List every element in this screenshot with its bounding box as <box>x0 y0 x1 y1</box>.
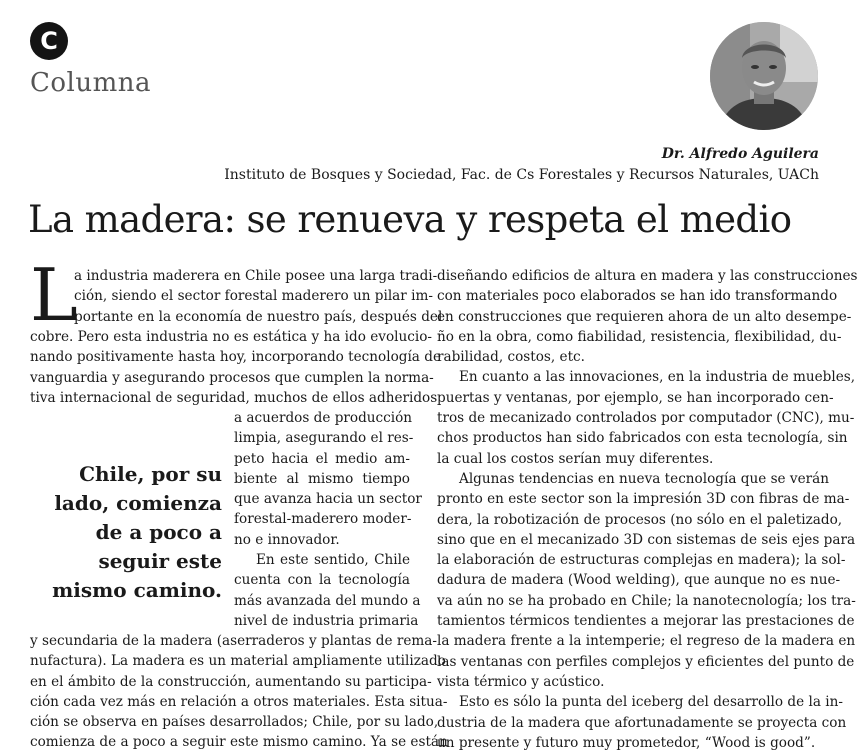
text-line: va aún no se ha probado en Chile; la nanotecnología; los tra- <box>437 592 856 609</box>
drop-cap: L <box>30 253 78 337</box>
text-line: la elaboración de estructuras complejas en madera); la sol- <box>437 552 846 569</box>
text-line: tiva internacional de seguridad, muchos de ellos adheridos <box>30 389 438 406</box>
text-line: cobre. Pero esta industria no es estática y ha ido evolucio- <box>30 329 432 345</box>
text-line: peto hacia el medio am- <box>234 450 410 467</box>
text-line: portante en la economía de nuestro país, después del <box>74 308 443 325</box>
column-1-wrap <box>234 408 422 631</box>
text-line: dadura de madera (Wood welding), que aunque no es nue- <box>437 572 841 589</box>
text-line: ción se observa en países desarrollados; Chile, por su lado, <box>30 714 439 731</box>
text-line: puertas y ventanas, por ejemplo, se han incorporado cen- <box>437 389 834 406</box>
text-line: la madera frente a la intemperie; el regreso de la madera en <box>437 633 856 650</box>
text-line: en construcciones que requieren ahora de un alto desempe- <box>437 308 852 325</box>
text-line: vanguardia y asegurando procesos que cumplen la norma- <box>30 369 434 386</box>
text-line: diseñando edificios de altura en madera y las construcciones <box>437 268 858 284</box>
text-line: vista térmico y acústico. <box>437 673 605 690</box>
text-line: a industria maderera en Chile posee una larga tradi- <box>74 268 438 284</box>
text-line: tros de mecanizado controlados por computador (CNC), mu- <box>437 410 855 427</box>
text-line: En cuanto a las innovaciones, en la industria de muebles, <box>459 369 856 386</box>
pull-quote: Chile, por su lado, comienza de a poco a seguir este mismo camino. <box>52 462 222 602</box>
text-line: chos productos han sido fabricados con esta tecnología, sin <box>437 430 848 447</box>
section-label: Columna <box>30 68 152 98</box>
text-line: pronto en este sector son la impresión 3D con fibras de ma- <box>437 491 850 508</box>
text-line: nufactura). La madera es un material ampliamente utilizado <box>30 653 446 670</box>
author-affiliation: Instituto de Bosques y Sociedad, Fac. de Cs Forestales y Recursos Naturales, UACh <box>224 167 819 183</box>
column-2-body <box>437 266 858 753</box>
author-photo <box>710 22 818 130</box>
text-line: más avanzada del mundo a <box>234 592 421 609</box>
text-line: y secundaria de la madera (aserraderos y plantas de rema- <box>30 633 437 649</box>
text-line: no e innovador. <box>234 531 340 548</box>
text-line: biente al mismo tiempo <box>234 470 410 487</box>
text-line: nivel de industria primaria <box>234 612 419 629</box>
text-line: rabilidad, costos, etc. <box>437 349 585 366</box>
text-line: forestal-maderero moder- <box>234 511 412 528</box>
column-1-intro-full <box>30 327 441 408</box>
author-name: Dr. Alfredo Aguilera <box>661 146 819 162</box>
text-line: con materiales poco elaborados se han ido transformando <box>437 288 838 305</box>
text-line: tamientos térmicos tendientes a mejorar las prestaciones de <box>437 613 855 630</box>
text-line: En este sentido, Chile <box>256 552 410 569</box>
text-line: en el ámbito de la construcción, aumentando su participa- <box>30 673 432 690</box>
text-line: ño en la obra, como fiabilidad, resistencia, flexibilidad, du- <box>437 328 842 345</box>
text-line: cuenta con la tecnología <box>234 572 410 589</box>
text-line: ción cada vez más en relación a otros materiales. Esta situa- <box>30 693 448 710</box>
text-line: un presente y futuro muy prometedor, “Wood is good”. <box>437 734 816 751</box>
text-line: a acuerdos de producción <box>234 410 413 426</box>
text-line: dustria de la madera que afortunadamente se proyecta con <box>437 714 847 731</box>
headline: La madera: se renueva y respeta el medio <box>28 198 792 241</box>
text-line: comienza de a poco a seguir este mismo camino. Ya se están <box>30 734 448 751</box>
column-1-intro <box>74 266 443 327</box>
text-line: Esto es sólo la punta del iceberg del desarrollo de la in- <box>459 694 843 711</box>
text-line: nando positivamente hasta hoy, incorporando tecnología de <box>30 349 441 366</box>
section-badge: C <box>30 22 68 60</box>
column-1-body <box>30 631 448 753</box>
text-line: limpia, asegurando el res- <box>234 430 414 447</box>
text-line: que avanza hacia un sector <box>234 491 422 508</box>
text-line: sino que en el mecanizado 3D con sistemas de seis ejes para <box>437 531 856 548</box>
text-line: dera, la robotización de procesos (no sólo en el paletizado, <box>437 511 843 528</box>
text-line: Algunas tendencias en nueva tecnología que se verán <box>459 470 829 487</box>
text-line: ción, siendo el sector forestal maderero un pilar im- <box>74 288 433 305</box>
text-line: las ventanas con perfiles complejos y eficientes del punto de <box>437 653 855 670</box>
text-line: la cual los costos serían muy diferentes. <box>437 450 714 467</box>
